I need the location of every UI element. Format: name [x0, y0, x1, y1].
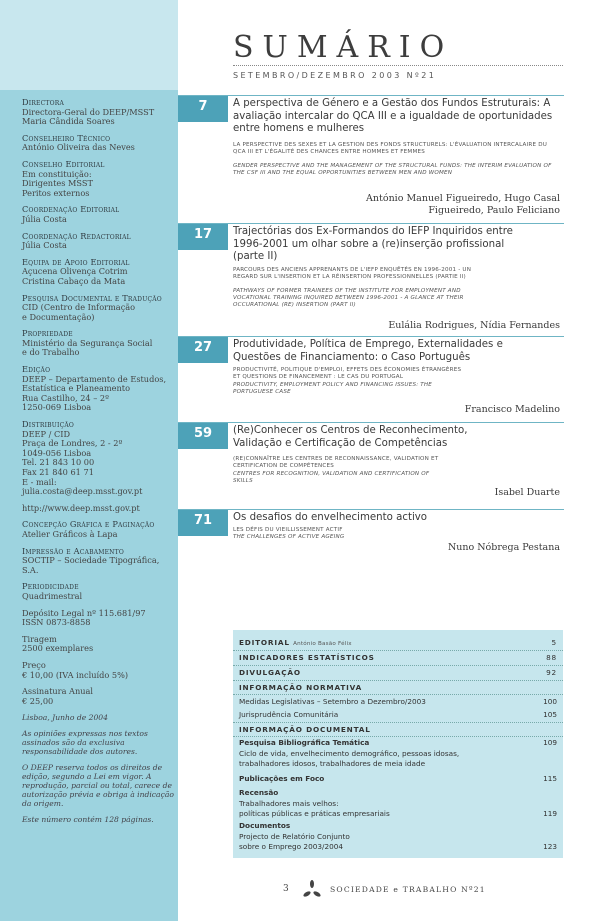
credit-value: António Oliveira das Neves [22, 142, 135, 153]
credit-heading: Conselheiro Técnico [22, 132, 111, 143]
divider [233, 722, 563, 723]
juris-label: Jurisprudência Comunitária [239, 710, 339, 719]
medidas-label: Medidas Legislativas – Setembro a Dezembro/2003 [239, 697, 426, 706]
publicacoes-label: Publicações em Foco [239, 774, 325, 783]
credit-note: O DEEP reserva todos os direitos de edição, segundo a Lei em vigor. A reprodução, parcial ou total, carece de autorização prévia e obriga à indicação da origem. [22, 763, 174, 809]
credit-value: e do Trabalho [22, 347, 80, 358]
credit-heading: Pesquisa Documental e Tradução [22, 292, 162, 303]
box-trabalhadores[interactable] [239, 809, 557, 818]
indicadores-label: INDICADORES ESTATÍSTICOS [239, 653, 375, 662]
credit-value: 1049-056 Lisboa [22, 447, 92, 458]
entry-authors: Isabel Duarte [494, 487, 560, 498]
credit-value: Estatística e Planeamento [22, 383, 130, 394]
divulgacao-page: 92 [546, 668, 557, 677]
entry-subtitle-en-text: PATHWAYS OF FORMER TRAINEES OF THE INSTITUTE FOR EMPLOYMENT AND VOCATIONAL TRAINING INQUIRED BETWEEN 1996-2001 - A GLANCE AT THEIR OCCURATIONAL (RE) INSERTION (PART II) [233, 288, 464, 309]
trab-page: 119 [543, 809, 557, 818]
box-publicacoes[interactable] [239, 774, 557, 783]
divider [233, 680, 563, 681]
credit-note: Este número contém 128 páginas. [22, 815, 154, 825]
credit-block [22, 365, 174, 413]
credit-value: Rua Castilho, 24 – 2º [22, 392, 109, 403]
sections-box [233, 630, 563, 858]
entry-title[interactable]: Produtividade, Política de Emprego, Externalidades e Questões de Financiamento: o Caso Português [233, 339, 503, 363]
footer-journal: SOCIEDADE e TRABALHO Nº21 [330, 885, 486, 894]
divider [233, 694, 563, 695]
credit-heading: Impressão e Acabamento [22, 545, 124, 556]
entry-page-number: 71 [178, 510, 228, 536]
credit-value: Fax 21 840 61 71 [22, 467, 94, 477]
credit-value: DEEP / CID [22, 428, 71, 439]
credit-heading: Distribuição [22, 419, 75, 430]
entry-authors: Francisco Madelino [464, 404, 560, 415]
credit-block [22, 160, 174, 198]
credit-value: ISSN 0873-8858 [22, 617, 91, 628]
trab-line-2: políticas públicas e práticas empresariais [239, 809, 390, 818]
credit-value: Preço [22, 659, 46, 670]
toc-entry[interactable] [178, 336, 564, 419]
entry-subtitle-en [233, 534, 558, 541]
credit-value: Dirigentes MSST [22, 178, 93, 189]
credits [22, 98, 174, 831]
info-documental-heading: INFORMAÇÃO DOCUMENTAL [239, 725, 371, 734]
pesquisa-page: 109 [543, 738, 557, 747]
info-normativa-heading: INFORMAÇÃO NORMATIVA [239, 683, 363, 692]
credit-heading: Propriedade [22, 328, 73, 339]
credit-heading: Periodicidade [22, 581, 79, 592]
box-divulgacao[interactable] [239, 668, 557, 677]
credit-value: CID (Centro de Informação [22, 302, 136, 313]
credit-value: Atelier Gráficos à Lapa [22, 528, 118, 539]
sidebar-top-band [0, 0, 178, 90]
footer-page-number: 3 [283, 884, 289, 894]
ciclo-line-1: Ciclo de vida, envelhecimento demográfico, pessoas idosas, [239, 749, 460, 758]
entry-subtitle-fr: (RE)CONNAÎTRE LES CENTRES DE RECONNAISSANCE, VALIDATION ET CERTIFICATION DE COMPÉTENCES [233, 456, 439, 470]
credit-block [22, 98, 174, 127]
credit-value: Tel. 21 843 10 00 [22, 457, 95, 468]
toc-entry[interactable] [178, 223, 564, 334]
juris-page: 105 [543, 710, 557, 719]
entry-title[interactable]: (Re)Conhecer os Centros de Reconhecimento, Validação e Certificação de Competências [233, 425, 468, 449]
box-indicadores[interactable] [239, 653, 557, 662]
credit-value: Peritos externos [22, 187, 90, 198]
credit-value: Júlia Costa [22, 213, 67, 224]
credit-block [22, 547, 174, 576]
credit-block [22, 504, 174, 514]
credit-value: Cristina Cabaço da Mata [22, 275, 126, 286]
credit-value: Maria Cândida Soares [22, 116, 115, 127]
credit-value: Depósito Legal nº 115.681/97 [22, 607, 146, 618]
box-projecto[interactable] [239, 842, 557, 851]
toc-entry[interactable] [178, 95, 564, 236]
credit-block [22, 582, 174, 601]
entry-subtitle-en-text: PRODUCTIVITY, EMPLOYMENT POLICY AND FINANCING ISSUES: THE PORTUGUESE CASE [233, 382, 433, 396]
editorial-page: 5 [551, 638, 557, 647]
entry-subtitle-en-text: THE CHALLENGES OF ACTIVE AGEING [233, 534, 345, 540]
documentos-heading: Documentos [239, 821, 291, 830]
credit-value[interactable]: E - mail: julia.costa@deep.msst.gov.pt [22, 476, 143, 497]
entry-subtitle-en [233, 382, 463, 396]
box-pesquisa[interactable] [239, 738, 557, 747]
entry-authors: Nuno Nóbrega Pestana [447, 542, 560, 553]
credit-note: Lisboa, Junho de 2004 [22, 713, 108, 723]
credit-block [22, 420, 174, 497]
credit-heading: Edição [22, 364, 51, 375]
credit-value: 2500 exemplares [22, 643, 94, 654]
divider [233, 736, 563, 737]
entry-page-number: 27 [178, 337, 228, 363]
entry-page-number: 7 [178, 96, 228, 122]
logo-mark-icon [300, 878, 324, 902]
entry-title[interactable]: Os desafios do envelhecimento activo [233, 512, 428, 523]
entry-subtitle-fr: LES DÉFIS DU VIEILLISSEMENT ACTIF [233, 527, 343, 533]
editorial-label: EDITORIAL [239, 638, 290, 647]
box-jurisprudencia[interactable] [239, 710, 557, 719]
credit-heading: Directora [22, 97, 64, 107]
trab-line-1: Trabalhadores mais velhos: [239, 799, 339, 808]
pesquisa-label: Pesquisa Bibliográfica Temática [239, 738, 370, 747]
entry-subtitle-en [233, 288, 488, 309]
credit-block [22, 294, 174, 323]
entry-title[interactable]: A perspectiva de Género e a Gestão dos Fundos Estruturais: A avaliação intercalar do QCA III e a igualdade de oportunidades entre homens e mulheres [233, 98, 553, 134]
credit-block [22, 134, 174, 153]
credit-value: Em constituição: [22, 168, 92, 179]
issue-label: SETEMBRO/DEZEMBRO 2003 Nº21 [233, 71, 437, 80]
credit-value: Assinatura Anual [22, 686, 94, 697]
sidebar [0, 0, 178, 921]
credit-block [22, 635, 174, 654]
credit-block [22, 520, 174, 539]
credit-value: € 10,00 (IVA incluído 5%) [22, 669, 129, 680]
credit-value: 1250-069 Lisboa [22, 402, 92, 413]
toc-entry[interactable] [178, 422, 564, 508]
box-editorial[interactable] [239, 638, 557, 647]
entry-subtitle-fr: PARCOURS DES ANCIENS APPRENANTS DE L'IEFP ENQUÊTÉS EN 1996-2001 - UN REGARD SUR L'INSERTION ET LA RÉINSERTION PROFESSIONNELLES (PARTIE II) [233, 267, 472, 281]
credit-value: e Documentação) [22, 311, 95, 322]
credit-block [22, 661, 174, 680]
toc-entry[interactable] [178, 509, 564, 560]
title-rule [233, 65, 563, 66]
page-title: SUMÁRIO [233, 30, 454, 65]
entry-subtitle-en-text: GENDER PERSPECTIVE AND THE MANAGEMENT OF THE STRUCTURAL FUNDS: THE INTERIM EVALUATION OF THE CSF III AND THE EQUAL OPPORTUNITIES BETWEEN MEN AND WOMEN [233, 163, 552, 177]
proj-line-1: Projecto de Relatório Conjunto [239, 832, 350, 841]
indicadores-page: 88 [546, 653, 557, 662]
entry-subtitle-fr: PRODUCTIVITÉ, POLITIQUE D'EMPLOI, EFFETS DES ÉCONOMIES ÉTRANGÈRES ET QUESTIONS DE FINANCEMENT : LE CAS DU PORTUGAL [233, 367, 462, 381]
credit-value: € 25,00 [22, 695, 54, 706]
credit-note: As opiniões expressas nos textos assinados são da exclusiva responsabilidade dos autores. [22, 729, 148, 757]
divulgacao-label: DIVULGAÇÃO [239, 668, 301, 677]
editorial-author: António Basão Félix [293, 641, 352, 647]
publicacoes-page: 115 [543, 774, 557, 783]
credit-block [22, 205, 174, 224]
entry-title[interactable]: Trajectórias dos Ex-Formandos do IEFP Inquiridos entre 1996-2001 um olhar sobre a (re)inserção profissional (parte II) [233, 226, 513, 262]
entry-subtitle-en-text: CENTRES FOR RECOGNITION, VALIDATION AND CERTIFICATION OF SKILLS [233, 471, 430, 485]
divider [233, 650, 563, 651]
credit-heading: Coordenação Editorial [22, 204, 120, 215]
credit-block [22, 329, 174, 358]
entry-subtitle-fr: LA PERSPECTIVE DES SEXES ET LA GESTION DES FONDS STRUCTURELS: L'ÉVALUATION INTERCALAIRE DU QCA III ET L'ÉGALITÉ DES CHANCES ENTRE HOMMES ET FEMMES [233, 142, 548, 156]
credit-block [22, 687, 174, 706]
credit-heading: Conselho Editorial [22, 158, 105, 169]
credit-heading: Coordenação Redactorial [22, 230, 131, 241]
divider [233, 665, 563, 666]
credit-block [22, 609, 174, 628]
entry-page-number: 17 [178, 224, 228, 250]
credit-value: Praça de Londres, 2 - 2º [22, 438, 123, 449]
box-medidas[interactable] [239, 697, 557, 706]
proj-line-2: sobre o Emprego 2003/2004 [239, 842, 344, 851]
recensao-heading: Recensão [239, 788, 279, 797]
credit-value: Ministério da Segurança Social [22, 337, 153, 348]
ciclo-line-2: trabalhadores idosos, trabalhadores de meia idade [239, 759, 426, 768]
credit-value: DEEP – Departamento de Estudos, [22, 373, 167, 384]
credit-value: SOCTIP – Sociedade Tipográfica, S.A. [22, 555, 160, 575]
credit-block [22, 258, 174, 287]
credit-value[interactable]: http://www.deep.msst.gov.pt [22, 502, 140, 513]
proj-page: 123 [543, 842, 557, 851]
entry-page-number: 59 [178, 423, 228, 449]
credit-heading: Equipa de Apoio Editorial [22, 256, 130, 267]
entry-authors: António Manuel Figueiredo, Hugo Casal Figueiredo, Paulo Feliciano [366, 193, 560, 216]
credit-value: Júlia Costa [22, 240, 67, 251]
credit-value: Açucena Olivença Cotrim [22, 266, 128, 277]
credit-block [22, 232, 174, 251]
credit-value: Tiragem [22, 633, 57, 644]
medidas-page: 100 [543, 697, 557, 706]
credit-value: Directora-Geral do DEEP/MSST [22, 106, 155, 117]
credit-heading: Concepção Gráfica e Paginação [22, 519, 155, 530]
entry-subtitle-en [233, 163, 558, 177]
credit-value: Quadrimestral [22, 590, 83, 601]
entry-subtitle-en [233, 471, 433, 485]
entry-authors: Eulália Rodrigues, Nídia Fernandes [388, 320, 560, 331]
